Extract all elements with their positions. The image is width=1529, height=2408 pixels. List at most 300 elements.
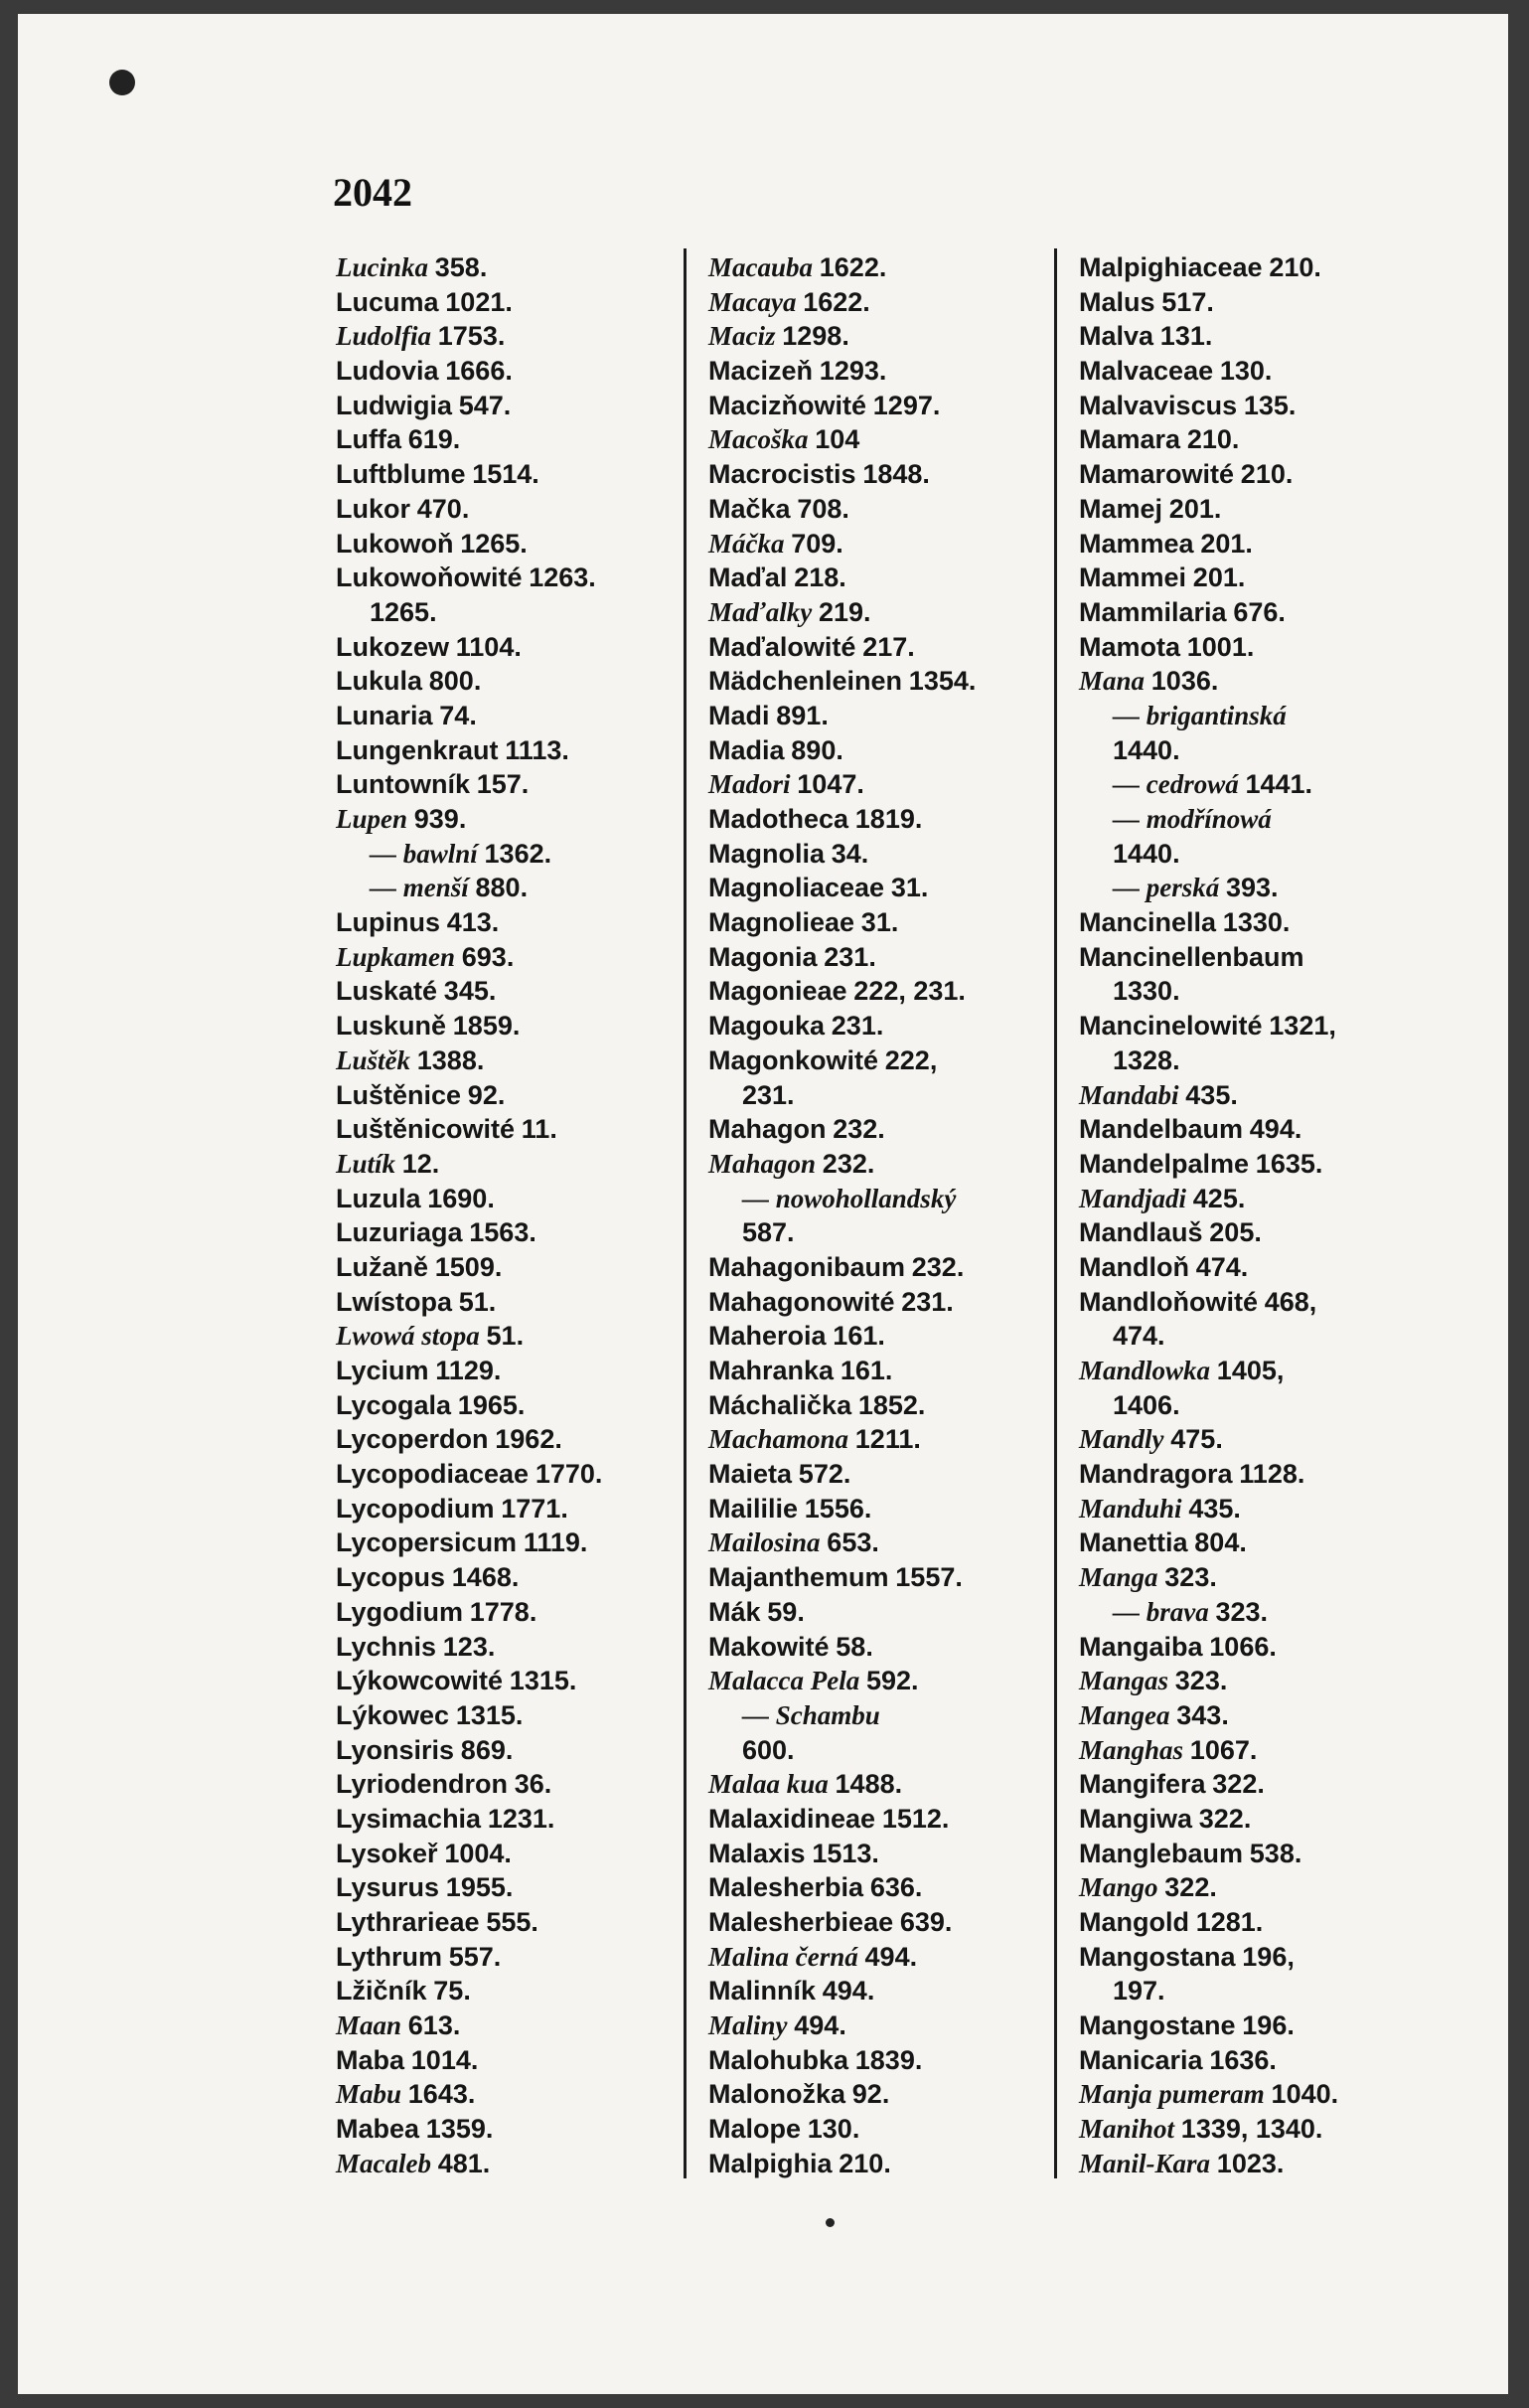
- entry-headword: Malaxis: [708, 1838, 806, 1868]
- entry-headword: Luzuriaga: [336, 1217, 463, 1248]
- index-entry: [336, 2077, 693, 2112]
- entry-page-reference: 1770.: [535, 1459, 603, 1490]
- index-entry: [336, 733, 693, 768]
- entry-headword: Macizeň: [708, 356, 814, 387]
- ink-speck: [826, 2218, 835, 2227]
- entry-headword: Madori: [708, 769, 791, 800]
- entry-page-reference: 413.: [446, 907, 500, 938]
- entry-page-reference: 1643.: [407, 2079, 476, 2110]
- index-entry: [336, 422, 693, 457]
- entry-headword: Mangifera: [1079, 1769, 1206, 1800]
- entry-headword: Lukowoňowité: [336, 562, 523, 593]
- entry-headword: Maheroia: [708, 1321, 827, 1352]
- entry-headword: Mamara: [1079, 424, 1181, 455]
- entry-headword: Maan: [336, 2010, 402, 2041]
- entry-headword: Mangostane: [1079, 2010, 1236, 2041]
- index-entry: [708, 1043, 1066, 1078]
- entry-page-reference: 1819.: [854, 804, 923, 834]
- entry-headword: Lýkowcowité: [336, 1666, 504, 1696]
- index-entry: [708, 2077, 1066, 2112]
- index-entry: [1079, 802, 1437, 837]
- entry-headword: Malaxidineae: [708, 1803, 876, 1834]
- index-entry: [336, 1285, 693, 1320]
- entry-page-reference: 587.: [742, 1217, 795, 1248]
- entry-page-reference: 210.: [1186, 424, 1240, 455]
- entry-headword: Lupkamen: [336, 941, 456, 972]
- entry-headword: — brava: [1113, 1596, 1209, 1627]
- entry-headword: Mangea: [1079, 1699, 1170, 1730]
- entry-page-reference: 709.: [791, 528, 843, 559]
- entry-headword: Manja pumeram: [1079, 2079, 1265, 2110]
- index-entry: [708, 1767, 1066, 1802]
- index-entry: [1079, 2077, 1437, 2112]
- entry-page-reference: 1014.: [410, 2044, 479, 2075]
- entry-page-reference: 1965.: [457, 1389, 526, 1420]
- entry-page-reference: 1328.: [1113, 1044, 1180, 1075]
- entry-page-reference: 31.: [860, 907, 899, 938]
- entry-page-reference: 676.: [1233, 596, 1286, 627]
- entry-headword: Manihot: [1079, 2114, 1175, 2145]
- index-entry: [336, 250, 693, 285]
- entry-headword: Manglebaum: [1079, 1838, 1244, 1868]
- entry-page-reference: 1339, 1340.: [1180, 2114, 1323, 2145]
- entry-page-reference: 1067.: [1189, 1734, 1258, 1765]
- entry-headword: — perská: [1113, 873, 1220, 903]
- entry-page-reference: 1955.: [445, 1872, 514, 1903]
- entry-headword: Luskuně: [336, 1011, 447, 1042]
- entry-page-reference: 474.: [1113, 1321, 1165, 1352]
- entry-page-reference: 345.: [443, 976, 497, 1007]
- entry-page-reference: 130.: [1219, 356, 1273, 387]
- index-entry: [336, 1940, 693, 1975]
- entry-headword: Máchalička: [708, 1389, 852, 1420]
- entry-page-reference: 36.: [514, 1769, 552, 1800]
- entry-page-reference: 222, 231.: [853, 976, 966, 1007]
- entry-page-reference: 1354.: [908, 666, 977, 697]
- index-entry: [336, 1837, 693, 1871]
- entry-headword: Mandabi: [1079, 1079, 1179, 1110]
- entry-page-reference: 474.: [1195, 1251, 1249, 1282]
- entry-headword: Lychnis: [336, 1631, 437, 1662]
- entry-headword: Luštěnice: [336, 1079, 462, 1110]
- entry-page-reference: 1211.: [854, 1424, 921, 1455]
- entry-headword: Mamota: [1079, 631, 1181, 662]
- entry-headword: Mangaiba: [1079, 1631, 1203, 1662]
- entry-headword: Manettia: [1079, 1527, 1188, 1558]
- entry-page-reference: 1298.: [782, 321, 849, 352]
- index-entry: [708, 1182, 1066, 1216]
- entry-page-reference: 232.: [911, 1251, 965, 1282]
- entry-page-reference: 75.: [433, 1976, 471, 2007]
- entry-headword: Lupinus: [336, 907, 440, 938]
- entry-headword: Malinník: [708, 1976, 817, 2007]
- index-entry: [708, 767, 1066, 802]
- entry-page-reference: 218.: [794, 562, 846, 593]
- entry-page-reference: 494.: [822, 1976, 875, 2007]
- index-entry: [708, 1595, 1066, 1630]
- entry-headword: Luftblume: [336, 459, 466, 490]
- entry-page-reference: 1113.: [505, 734, 569, 765]
- index-entry: [336, 1733, 693, 1768]
- index-entry: [1079, 1215, 1437, 1250]
- entry-page-reference: 804.: [1194, 1527, 1247, 1558]
- entry-page-reference: 1635.: [1255, 1148, 1323, 1179]
- index-entry: [1079, 354, 1437, 389]
- entry-page-reference: 1315.: [509, 1666, 577, 1696]
- index-entry: [1079, 1905, 1437, 1940]
- index-entry: [1079, 871, 1437, 905]
- entry-page-reference: 1004.: [444, 1838, 512, 1868]
- index-entry: [336, 2043, 693, 2078]
- index-entry: [708, 1940, 1066, 1975]
- entry-headword: Manghas: [1079, 1734, 1184, 1765]
- entry-headword: Maliny: [708, 2010, 788, 2041]
- entry-headword: Lunaria: [336, 700, 433, 730]
- entry-page-reference: 547.: [458, 390, 512, 420]
- index-entry: [336, 492, 693, 527]
- entry-headword: Manil-Kara: [1079, 2148, 1211, 2178]
- entry-headword: Malvaviscus: [1079, 390, 1238, 420]
- entry-page-reference: 653.: [827, 1527, 879, 1558]
- entry-headword: Maieta: [708, 1459, 793, 1490]
- entry-headword: Mamej: [1079, 493, 1163, 524]
- entry-headword: Mango: [1079, 1872, 1158, 1903]
- entry-page-reference: 1330.: [1222, 907, 1291, 938]
- entry-page-reference: 219.: [818, 596, 871, 627]
- entry-headword: Lwowá stopa: [336, 1321, 480, 1352]
- index-entry: [708, 422, 1066, 457]
- entry-page-reference: 58.: [836, 1631, 873, 1662]
- entry-page-reference: 1119.: [523, 1527, 588, 1558]
- index-entry: [336, 1630, 693, 1665]
- entry-page-reference: 1321,: [1269, 1011, 1336, 1042]
- entry-headword: Lycopodium: [336, 1493, 495, 1524]
- entry-page-reference: 59.: [767, 1596, 805, 1627]
- entry-headword: Malus: [1079, 286, 1155, 317]
- entry-page-reference: 201.: [1192, 562, 1246, 593]
- entry-page-reference: 1406.: [1113, 1389, 1180, 1420]
- entry-page-reference: 555.: [486, 1907, 538, 1937]
- index-entry: [336, 767, 693, 802]
- entry-page-reference: 494.: [794, 2010, 846, 2041]
- index-entry: [336, 630, 693, 665]
- index-entry: [1079, 595, 1437, 630]
- entry-headword: Malina černá: [708, 1941, 858, 1972]
- entry-headword: Manduhi: [1079, 1493, 1182, 1524]
- index-entry: [708, 1147, 1066, 1182]
- entry-headword: Mabu: [336, 2079, 402, 2110]
- index-entry: [336, 1319, 693, 1354]
- entry-headword: Lysimachia: [336, 1803, 482, 1834]
- entry-page-reference: 1848.: [862, 459, 930, 490]
- index-entry: [336, 1974, 693, 2008]
- entry-page-reference: 1440.: [1113, 734, 1180, 765]
- entry-page-reference: 231.: [824, 941, 876, 972]
- index-entry: [1079, 1354, 1437, 1388]
- entry-headword: Macoška: [708, 424, 809, 455]
- entry-page-reference: 619.: [407, 424, 461, 455]
- index-entry: [708, 1525, 1066, 1560]
- index-entry-continuation: [1079, 1974, 1437, 2008]
- entry-headword: Mahagon: [708, 1114, 827, 1145]
- index-entry: [336, 1870, 693, 1905]
- index-entry: [708, 2147, 1066, 2181]
- index-entry: [708, 1009, 1066, 1043]
- entry-page-reference: 592.: [865, 1666, 919, 1696]
- entry-page-reference: 1128.: [1239, 1459, 1305, 1490]
- index-entry: [1079, 1525, 1437, 1560]
- index-entry: [336, 940, 693, 975]
- entry-headword: Machamona: [708, 1424, 849, 1455]
- entry-page-reference: 1231.: [487, 1803, 555, 1834]
- entry-headword: — brigantinská: [1113, 700, 1287, 730]
- entry-headword: Luštěnicowité: [336, 1114, 516, 1145]
- index-entry-continuation: [708, 1215, 1066, 1250]
- entry-page-reference: 1129.: [435, 1356, 502, 1385]
- entry-page-reference: 1047.: [797, 769, 864, 800]
- index-entry: [1079, 1285, 1437, 1320]
- index-entry: [1079, 422, 1437, 457]
- index-entry: [708, 492, 1066, 527]
- index-entry: [336, 1009, 693, 1043]
- entry-headword: Malpighiaceae: [1079, 252, 1263, 282]
- entry-headword: Mangostana: [1079, 1941, 1236, 1972]
- index-entry: [708, 457, 1066, 492]
- entry-page-reference: 323.: [1215, 1596, 1269, 1627]
- entry-headword: Maililie: [708, 1493, 799, 1524]
- index-entry: [336, 319, 693, 354]
- entry-page-reference: 197.: [1113, 1976, 1165, 2007]
- entry-headword: Mandloň: [1079, 1251, 1189, 1282]
- index-entry: [336, 1905, 693, 1940]
- entry-headword: Lwístopa: [336, 1286, 453, 1317]
- index-entry: [708, 1560, 1066, 1595]
- index-entry: [708, 595, 1066, 630]
- index-entry: [708, 905, 1066, 940]
- index-entry: [336, 527, 693, 562]
- entry-headword: — menší: [370, 873, 469, 903]
- entry-headword: Mandelbaum: [1079, 1114, 1244, 1145]
- index-entry: [336, 1664, 693, 1698]
- entry-headword: Lucuma: [336, 286, 439, 317]
- entry-headword: Lyriodendron: [336, 1769, 508, 1800]
- index-entry: [708, 561, 1066, 595]
- index-entry: [1079, 1595, 1437, 1630]
- entry-headword: Mandlauš: [1079, 1217, 1203, 1248]
- index-entry-continuation: [708, 1733, 1066, 1768]
- entry-headword: — nowohollandský: [742, 1183, 957, 1213]
- entry-page-reference: 51.: [486, 1321, 525, 1352]
- index-entry-continuation: [1079, 1388, 1437, 1423]
- entry-headword: Malvaceae: [1079, 356, 1214, 387]
- index-entry: [336, 1215, 693, 1250]
- entry-page-reference: 1440.: [1113, 838, 1180, 869]
- entry-page-reference: 1040.: [1271, 2079, 1339, 2110]
- index-entry: [336, 1595, 693, 1630]
- entry-page-reference: 1263.: [529, 562, 596, 593]
- entry-page-reference: 322.: [1212, 1769, 1265, 1800]
- entry-page-reference: 1778.: [469, 1596, 537, 1627]
- entry-headword: Maďal: [708, 562, 788, 593]
- entry-page-reference: 210.: [839, 2148, 891, 2178]
- index-column-2: [708, 250, 1066, 2181]
- page-number: 2042: [333, 170, 412, 215]
- entry-page-reference: 232.: [822, 1148, 875, 1179]
- entry-headword: Mandlowka: [1079, 1356, 1211, 1385]
- entry-page-reference: 358.: [434, 252, 488, 282]
- entry-page-reference: 222,: [884, 1044, 938, 1075]
- index-entry: [708, 1974, 1066, 2008]
- index-entry: [336, 285, 693, 320]
- entry-page-reference: 1852.: [857, 1389, 926, 1420]
- entry-page-reference: 161.: [840, 1356, 893, 1385]
- entry-page-reference: 1563.: [469, 1217, 536, 1248]
- index-entry: [708, 837, 1066, 872]
- entry-page-reference: 890.: [791, 734, 843, 765]
- index-entry: [336, 1698, 693, 1733]
- entry-headword: Ludovia: [336, 356, 439, 387]
- index-entry: [336, 1112, 693, 1147]
- ink-spot: [109, 70, 135, 95]
- index-entry: [708, 2008, 1066, 2043]
- index-entry: [1079, 2147, 1437, 2181]
- entry-page-reference: 323.: [1174, 1666, 1228, 1696]
- index-entry: [336, 2008, 693, 2043]
- entry-headword: Magnoliaceae: [708, 873, 885, 903]
- index-entry: [336, 837, 693, 872]
- index-entry: [708, 1250, 1066, 1285]
- book-page: [18, 14, 1508, 2394]
- entry-headword: Malope: [708, 2114, 802, 2145]
- index-entry: [708, 1664, 1066, 1698]
- entry-headword: Lycopodiaceae: [336, 1459, 530, 1490]
- index-entry: [1079, 389, 1437, 423]
- index-entry: [708, 802, 1066, 837]
- index-entry: [1079, 1837, 1437, 1871]
- entry-page-reference: 470.: [416, 493, 470, 524]
- entry-page-reference: 538.: [1249, 1838, 1302, 1868]
- entry-page-reference: 1514.: [472, 459, 539, 490]
- index-entry-continuation: [336, 595, 693, 630]
- entry-headword: — cedrowá: [1113, 769, 1239, 800]
- entry-page-reference: 1359.: [425, 2114, 494, 2145]
- entry-page-reference: 425.: [1192, 1183, 1246, 1213]
- entry-page-reference: 1330.: [1113, 976, 1180, 1007]
- index-entry: [336, 871, 693, 905]
- entry-headword: Luzula: [336, 1183, 421, 1213]
- entry-headword: Mamarowité: [1079, 459, 1235, 490]
- index-entry: [1079, 1112, 1437, 1147]
- entry-headword: — modřínowá: [1113, 804, 1272, 834]
- entry-headword: Malonožka: [708, 2079, 846, 2110]
- index-entry: [336, 1182, 693, 1216]
- entry-headword: Manicaria: [1079, 2044, 1203, 2075]
- entry-headword: Magnolieae: [708, 907, 855, 938]
- entry-page-reference: 494.: [864, 1941, 918, 1972]
- index-entry: [1079, 699, 1437, 733]
- entry-page-reference: 161.: [833, 1321, 885, 1352]
- entry-page-reference: 1859.: [452, 1011, 521, 1042]
- entry-page-reference: 600.: [742, 1734, 795, 1765]
- entry-page-reference: 1293.: [819, 356, 887, 387]
- index-entry: [336, 802, 693, 837]
- index-entry: [1079, 767, 1437, 802]
- entry-page-reference: 34.: [831, 838, 869, 869]
- index-entry: [336, 1354, 693, 1388]
- entry-headword: Madi: [708, 700, 770, 730]
- entry-page-reference: 494.: [1249, 1114, 1302, 1145]
- index-entry: [708, 2112, 1066, 2147]
- entry-headword: Malesherbieae: [708, 1907, 894, 1937]
- entry-page-reference: 1512.: [881, 1803, 950, 1834]
- entry-headword: Lycium: [336, 1356, 429, 1385]
- index-entry: [708, 1492, 1066, 1526]
- entry-headword: Lygodium: [336, 1596, 463, 1627]
- index-entry: [708, 1802, 1066, 1837]
- index-entry: [708, 1630, 1066, 1665]
- index-entry: [1079, 1630, 1437, 1665]
- index-entry: [708, 664, 1066, 699]
- index-column-3: [1079, 250, 1437, 2181]
- entry-page-reference: 130.: [807, 2114, 860, 2145]
- entry-page-reference: 1468.: [451, 1562, 520, 1593]
- entry-page-reference: 343.: [1176, 1699, 1229, 1730]
- entry-page-reference: 157.: [476, 769, 530, 800]
- entry-headword: Mancinellenbaum: [1079, 941, 1304, 972]
- entry-page-reference: 1556.: [804, 1493, 872, 1524]
- index-entry: [1079, 905, 1437, 940]
- entry-headword: Mammilaria: [1079, 596, 1227, 627]
- entry-page-reference: 1753.: [437, 321, 506, 352]
- entry-headword: Lysokeř: [336, 1838, 438, 1868]
- entry-page-reference: 131.: [1159, 321, 1213, 352]
- entry-headword: Madotheca: [708, 804, 849, 834]
- index-entry: [1079, 630, 1437, 665]
- entry-headword: Mangold: [1079, 1907, 1189, 1937]
- entry-headword: Maďalowité: [708, 631, 856, 662]
- entry-page-reference: 1362.: [484, 838, 552, 869]
- entry-headword: Mahagon: [708, 1148, 817, 1179]
- entry-headword: Mädchenleinen: [708, 666, 903, 697]
- index-entry-continuation: [1079, 837, 1437, 872]
- index-entry: [1079, 1802, 1437, 1837]
- entry-page-reference: 1441.: [1245, 769, 1313, 800]
- entry-page-reference: 1104.: [455, 631, 522, 662]
- entry-page-reference: 1297.: [872, 390, 941, 420]
- entry-headword: Lungenkraut: [336, 734, 499, 765]
- entry-headword: Lukowoň: [336, 528, 454, 559]
- index-entry: [336, 2112, 693, 2147]
- entry-page-reference: 869.: [460, 1734, 514, 1765]
- entry-headword: Lukor: [336, 493, 411, 524]
- index-entry: [1079, 561, 1437, 595]
- entry-headword: Lycoperdon: [336, 1424, 489, 1455]
- index-entry: [336, 1422, 693, 1457]
- index-entry: [336, 1250, 693, 1285]
- entry-page-reference: 1557.: [895, 1562, 963, 1593]
- entry-page-reference: 639.: [899, 1907, 953, 1937]
- index-entry: [708, 871, 1066, 905]
- index-entry: [708, 1354, 1066, 1388]
- index-entry: [336, 1043, 693, 1078]
- entry-headword: Magnolia: [708, 838, 826, 869]
- entry-headword: Malaa kua: [708, 1769, 829, 1800]
- entry-page-reference: 231.: [901, 1286, 954, 1317]
- entry-page-reference: 517.: [1161, 286, 1214, 317]
- entry-page-reference: 1666.: [445, 356, 513, 387]
- index-entry: [708, 527, 1066, 562]
- entry-headword: Magonieae: [708, 976, 847, 1007]
